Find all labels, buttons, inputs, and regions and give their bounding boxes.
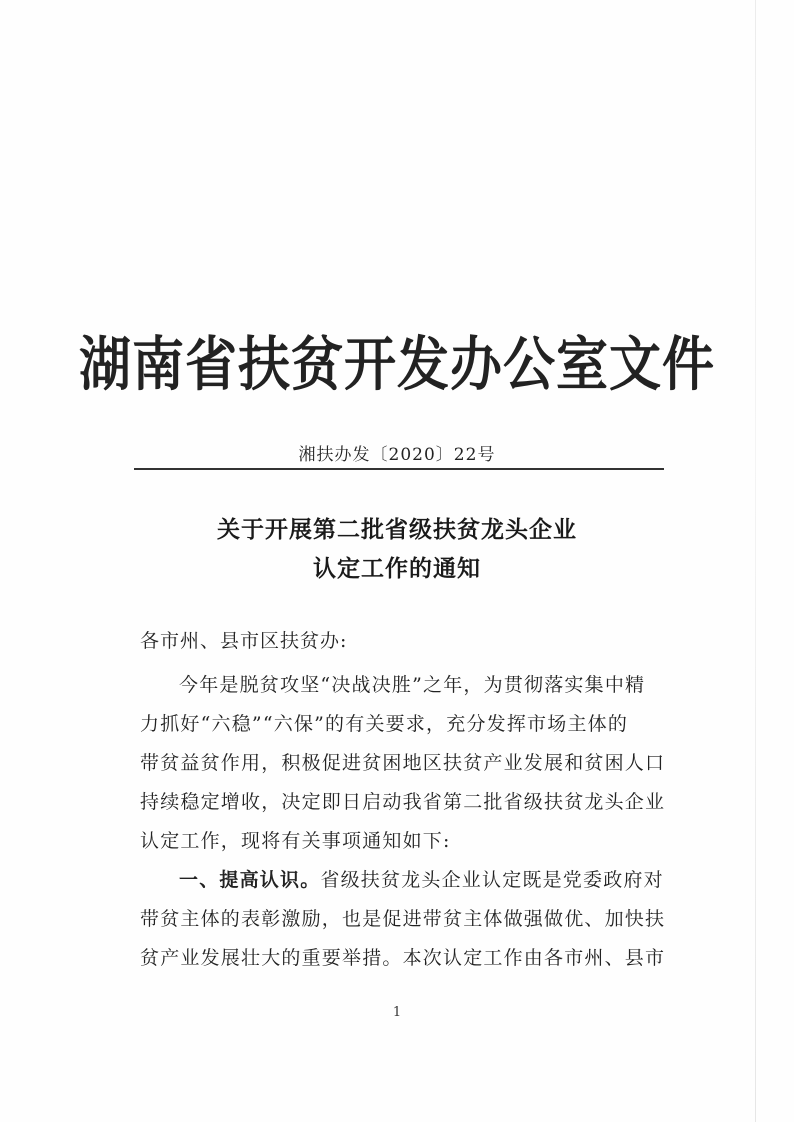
document-header-title: 湖南省扶贫开发办公室文件 <box>78 330 715 400</box>
paragraph-line: 带贫主体的表彰激励，也是促进带贫主体做强做优、加快扶 <box>140 908 666 930</box>
notice-title <box>0 510 794 588</box>
section-text: 省级扶贫龙头企业认定既是党委政府对 <box>320 869 664 891</box>
document-number: 湘扶办发〔2020〕22号 <box>298 445 496 465</box>
section-heading: 一、提高认识。 <box>179 869 321 891</box>
paragraph-line: 带贫益贫作用，积极促进贫困地区扶贫产业发展和贫困人口 <box>140 752 666 774</box>
section-first-line <box>179 865 664 892</box>
paragraph-line: 持续稳定增收，决定即日启动我省第二批省级扶贫龙头企业 <box>140 791 666 813</box>
notice-title-line: 认定工作的通知 <box>313 555 481 582</box>
page-number: 1 <box>392 1005 402 1020</box>
salutation: 各市州、县市区扶贫办: <box>140 630 348 652</box>
paragraph-line: 贫产业发展壮大的重要举措。本次认定工作由各市州、县市 <box>140 947 666 969</box>
header-divider <box>134 468 664 470</box>
paragraph-line: 力抓好“六稳”“六保”的有关要求，充分发挥市场主体的 <box>140 713 629 735</box>
paragraph-line: 认定工作，现将有关事项通知如下: <box>140 830 451 852</box>
notice-title-line: 关于开展第二批省级扶贫龙头企业 <box>217 516 577 543</box>
paragraph-line: 今年是脱贫攻坚“决战决胜”之年，为贯彻落实集中精 <box>179 674 646 696</box>
